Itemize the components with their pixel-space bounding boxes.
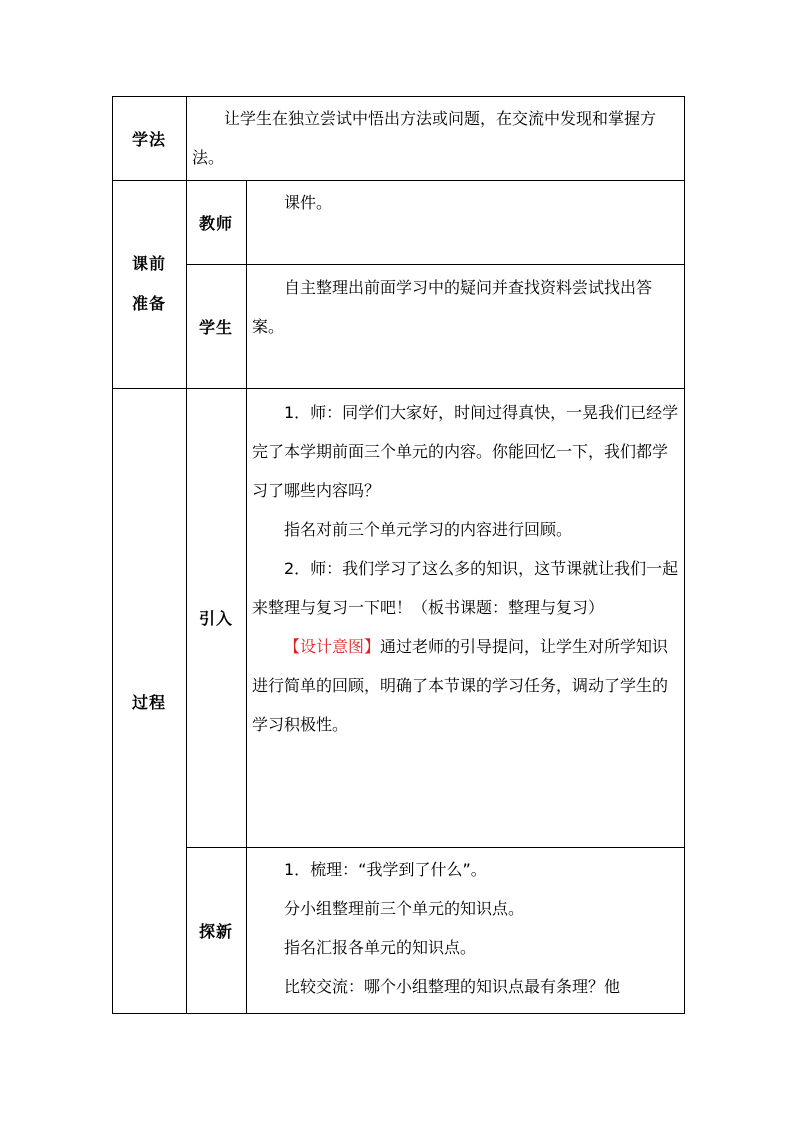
row-label-xuefa: 学法 (131, 129, 166, 149)
sub-label-explore: 探新 (198, 921, 233, 941)
row-label-process: 过程 (131, 692, 166, 712)
lesson-plan-table (112, 96, 685, 1014)
sub-label-teacher: 教师 (198, 213, 233, 233)
xuefa-text: 让学生在独立尝试中悟出方法或问题，在交流中发现和掌握方法。 (192, 109, 657, 167)
explore-paragraph-3: 指名汇报各单元的知识点。 (284, 938, 477, 957)
prep-label-line2: 准备 (131, 294, 166, 313)
teacher-content (246, 180, 685, 264)
design-intent-text: 通过老师的引导提问，让学生对所学知识进行简单的回顾，明确了本节课的学习任务，调动了学生的学习积极性。 (252, 637, 669, 734)
row-label-prep (112, 180, 186, 388)
sub-label-intro: 引入 (198, 609, 233, 628)
explore-paragraph-2: 分小组整理前三个单元的知识点。 (284, 899, 525, 918)
explore-paragraph-4: 比较交流：哪个小组整理的知识点最有条理？他 (284, 977, 621, 996)
intro-paragraph-3: 2．师：我们学习了这么多的知识，这节课就让我们一起来整理与复习一下吧！（板书课题：整理与复习） (252, 559, 679, 617)
teacher-text: 课件。 (284, 193, 333, 212)
xuefa-content (186, 96, 685, 180)
design-intent-tag: 【设计意图】 (284, 637, 381, 656)
explore-paragraph-1: 1．梳理：“我学到了什么”。 (284, 860, 487, 879)
intro-paragraph-1: 1．师：同学们大家好，时间过得真快，一晃我们已经学完了本学期前面三个单元的内容。你能回忆一下，我们都学习了哪些内容吗？ (252, 403, 679, 500)
design-intent (252, 627, 679, 744)
explore-content (246, 847, 685, 1013)
student-content (246, 264, 685, 388)
prep-label-line1: 课前 (131, 254, 166, 273)
student-text: 自主整理出前面学习中的疑问并查找资料尝试找出答案。 (252, 278, 653, 336)
intro-paragraph-2: 指名对前三个单元学习的内容进行回顾。 (284, 520, 573, 539)
intro-content (246, 388, 685, 847)
sub-label-student: 学生 (198, 317, 233, 337)
